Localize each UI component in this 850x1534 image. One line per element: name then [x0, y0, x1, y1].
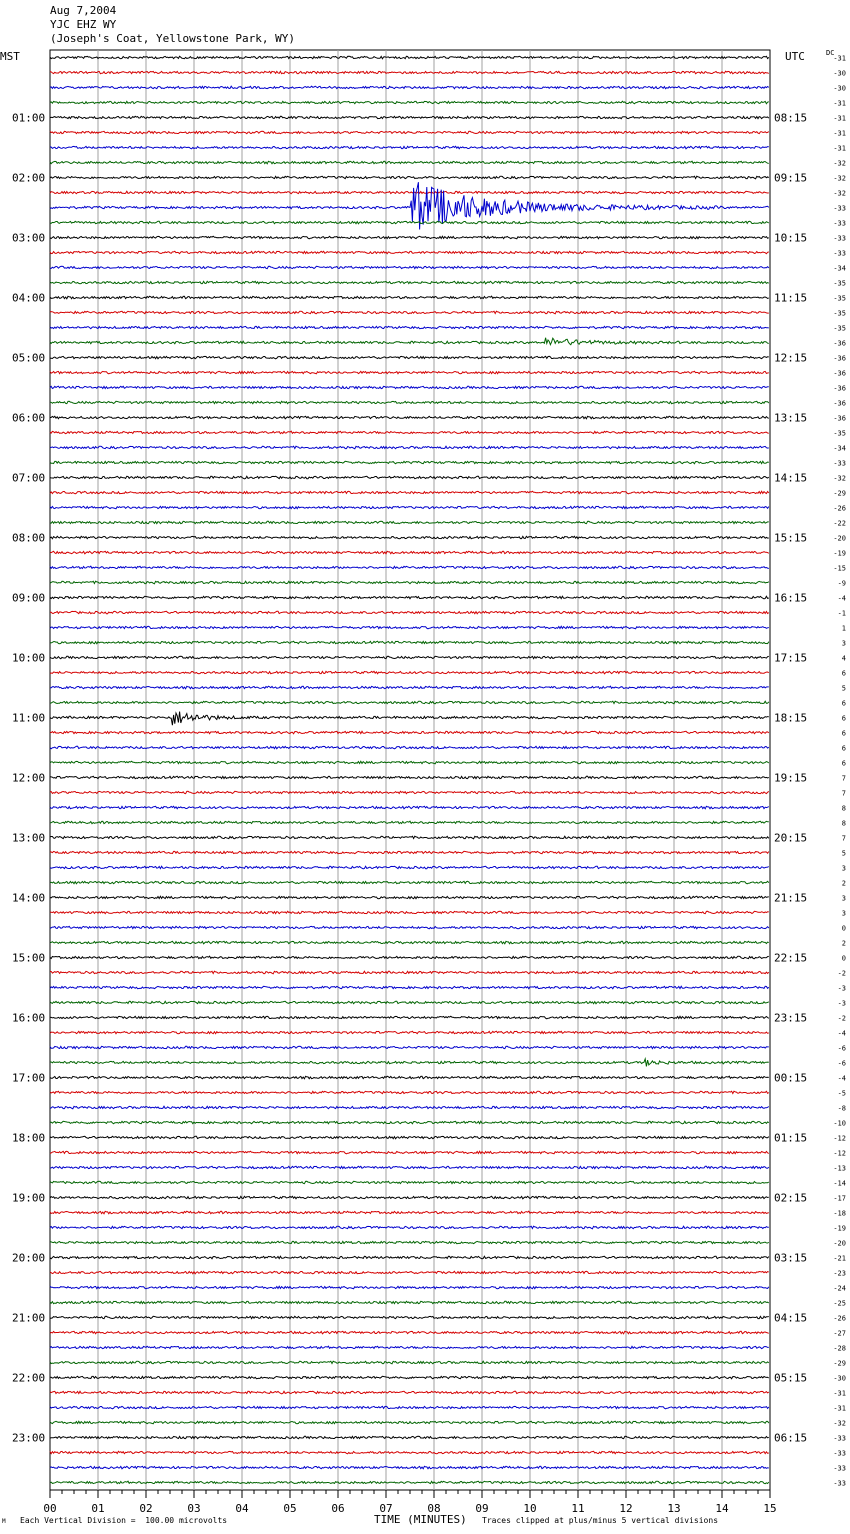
x-tick-label: 15	[763, 1502, 777, 1515]
trace-row-1	[50, 71, 769, 74]
dc-offset-value: -33	[833, 1464, 846, 1473]
trace-row-16	[50, 296, 769, 299]
trace-row-49	[50, 791, 769, 794]
right-hour-label: 14:15	[774, 471, 808, 485]
dc-offset-value: -13	[833, 1164, 846, 1173]
dc-offset-value: -31	[833, 129, 846, 138]
trace-row-29	[50, 491, 769, 494]
x-tick-label: 10	[523, 1502, 537, 1515]
right-hour-label: 01:15	[774, 1131, 808, 1145]
trace-row-36	[50, 596, 769, 599]
x-tick-label: 06	[331, 1502, 345, 1515]
trace-row-41	[50, 671, 769, 674]
dc-offset-value: -8	[837, 1104, 846, 1113]
right-hour-label: 12:15	[774, 351, 808, 365]
left-hour-label: 22:00	[12, 1371, 46, 1385]
x-tick-label: 01	[91, 1502, 105, 1515]
x-tick-label: 12	[619, 1502, 633, 1515]
trace-row-8	[50, 176, 769, 179]
x-tick-label: 05	[283, 1502, 297, 1515]
right-hour-label: 22:15	[774, 951, 808, 965]
trace-row-54	[50, 866, 769, 869]
left-hour-label: 09:00	[12, 591, 46, 605]
dc-offset-value: -32	[833, 1419, 846, 1428]
dc-offset-value: -31	[833, 144, 846, 153]
dc-offset-value: -20	[833, 534, 846, 543]
trace-row-12	[50, 236, 769, 239]
trace-row-95	[50, 1481, 769, 1484]
trace-row-87	[50, 1361, 769, 1364]
dc-offset-value: -31	[833, 1404, 846, 1413]
dc-offset-value: -2	[837, 969, 846, 978]
x-tick-label: 09	[475, 1502, 489, 1515]
trace-row-65	[50, 1031, 769, 1034]
trace-row-44	[50, 712, 769, 726]
dc-offset-value: -33	[833, 459, 846, 468]
trace-row-27	[50, 461, 769, 463]
trace-row-14	[50, 266, 769, 269]
trace-row-59	[50, 941, 769, 944]
dc-offset-value: -3	[837, 984, 846, 993]
trace-row-83	[50, 1301, 769, 1304]
dc-offset-value: -36	[833, 399, 846, 408]
trace-row-82	[50, 1286, 769, 1289]
trace-row-40	[50, 656, 769, 658]
dc-offset-value: -34	[833, 264, 846, 273]
dc-offset-value: -33	[833, 1434, 846, 1443]
clip-note: Traces clipped at plus/minus 5 vertical divisions	[482, 1516, 719, 1525]
dc-offset-value: -1	[837, 609, 846, 618]
left-hour-label: 01:00	[12, 111, 46, 125]
dc-offset-value: -6	[837, 1059, 846, 1068]
dc-offset-value: 7	[841, 789, 846, 798]
trace-row-67	[50, 1059, 769, 1067]
dc-offset-value: -32	[833, 474, 846, 483]
dc-offset-value: -5	[837, 1089, 846, 1098]
trace-row-73	[50, 1151, 769, 1154]
left-hour-label: 16:00	[12, 1011, 46, 1025]
dc-offset-value: 6	[841, 744, 846, 753]
trace-row-60	[50, 956, 769, 959]
dc-offset-value: -33	[833, 1449, 846, 1458]
left-hour-label: 15:00	[12, 951, 46, 965]
trace-row-66	[50, 1046, 769, 1048]
trace-row-33	[50, 551, 769, 554]
x-tick-label: 03	[187, 1502, 201, 1515]
dc-offset-value: -12	[833, 1134, 846, 1143]
scale-note: Each Vertical Division = 100.00 microvolts	[20, 1516, 228, 1525]
left-hour-label: 12:00	[12, 771, 46, 785]
trace-row-35	[50, 581, 769, 584]
dc-offset-value: -31	[833, 99, 846, 108]
right-hour-label: 04:15	[774, 1311, 808, 1325]
trace-row-7	[50, 161, 769, 164]
dc-offset-value: -34	[833, 444, 846, 453]
trace-row-28	[50, 476, 769, 479]
trace-row-15	[50, 281, 769, 284]
dc-offset-header: DC	[826, 49, 835, 57]
dc-offset-value: -30	[833, 1374, 846, 1383]
dc-offset-value: -33	[833, 204, 846, 213]
dc-offset-value: -35	[833, 294, 846, 303]
x-tick-label: 13	[667, 1502, 681, 1515]
trace-row-64	[50, 1016, 769, 1019]
dc-offset-value: -28	[833, 1344, 846, 1353]
dc-offset-value: -3	[837, 999, 846, 1008]
dc-offset-value: -35	[833, 279, 846, 288]
dc-offset-value: -9	[837, 579, 846, 588]
left-hour-label: 04:00	[12, 291, 46, 305]
left-hour-label: 20:00	[12, 1251, 46, 1265]
dc-offset-value: -35	[833, 324, 846, 333]
dc-offset-value: 3	[841, 864, 846, 873]
left-hour-label: 11:00	[12, 711, 46, 725]
trace-row-52	[50, 836, 769, 839]
dc-offset-value: -6	[837, 1044, 846, 1053]
left-hour-label: 17:00	[12, 1071, 46, 1085]
dc-offset-value: -36	[833, 384, 846, 393]
trace-row-63	[50, 1001, 769, 1004]
right-timezone-label: UTC	[785, 50, 805, 63]
dc-offset-value: -30	[833, 84, 846, 93]
trace-row-71	[50, 1121, 769, 1124]
trace-row-68	[50, 1076, 769, 1079]
dc-offset-value: -20	[833, 1239, 846, 1248]
right-hour-label: 09:15	[774, 171, 808, 185]
trace-row-72	[50, 1136, 769, 1139]
left-hour-label: 18:00	[12, 1131, 46, 1145]
dc-offset-value: 6	[841, 759, 846, 768]
trace-row-34	[50, 566, 769, 569]
dc-offset-value: 0	[841, 954, 846, 963]
dc-offset-value: 5	[841, 849, 846, 858]
right-hour-label: 16:15	[774, 591, 808, 605]
dc-offset-value: -35	[833, 309, 846, 318]
header-location: (Joseph's Coat, Yellowstone Park, WY)	[50, 32, 296, 45]
dc-offset-value: 3	[841, 639, 846, 648]
dc-offset-value: -33	[833, 1479, 846, 1488]
dc-offset-value: -26	[833, 504, 846, 513]
dc-offset-value: -24	[833, 1284, 846, 1293]
left-hour-label: 14:00	[12, 891, 46, 905]
trace-row-80	[50, 1256, 769, 1259]
dc-offset-value: 6	[841, 714, 846, 723]
dc-offset-value: 2	[841, 879, 846, 888]
dc-offset-value: -32	[833, 189, 846, 198]
dc-offset-value: -36	[833, 369, 846, 378]
trace-row-38	[50, 626, 769, 629]
corner-mark: M	[2, 1518, 6, 1525]
trace-row-57	[50, 911, 769, 913]
dc-offset-value: -19	[833, 1224, 846, 1233]
dc-offset-value: -17	[833, 1194, 846, 1203]
dc-offset-value: -33	[833, 249, 846, 258]
dc-offset-value: -31	[833, 114, 846, 123]
trace-row-37	[50, 611, 769, 614]
right-hour-label: 23:15	[774, 1011, 808, 1025]
trace-row-39	[50, 641, 769, 644]
trace-row-19	[50, 338, 769, 345]
right-hour-label: 21:15	[774, 891, 808, 905]
dc-offset-value: -15	[833, 564, 846, 573]
left-hour-label: 13:00	[12, 831, 46, 845]
dc-offset-value: -18	[833, 1209, 846, 1218]
trace-row-11	[50, 221, 769, 224]
trace-row-79	[50, 1241, 769, 1243]
trace-row-58	[50, 926, 769, 929]
trace-row-23	[50, 401, 769, 404]
trace-row-42	[50, 686, 769, 689]
dc-offset-value: -19	[833, 549, 846, 558]
trace-row-92	[50, 1436, 769, 1438]
trace-row-18	[50, 326, 769, 328]
trace-row-61	[50, 971, 769, 974]
dc-offset-value: -22	[833, 519, 846, 528]
trace-row-48	[50, 776, 769, 779]
trace-row-45	[50, 731, 769, 734]
trace-row-5	[50, 131, 769, 133]
dc-offset-value: -31	[833, 54, 846, 63]
trace-row-55	[50, 881, 769, 884]
header-station: YJC EHZ WY	[50, 18, 117, 31]
trace-row-3	[50, 101, 769, 104]
dc-offset-value: 2	[841, 939, 846, 948]
right-hour-label: 18:15	[774, 711, 808, 725]
right-hour-label: 19:15	[774, 771, 808, 785]
trace-row-9	[50, 191, 769, 194]
trace-row-53	[50, 851, 769, 853]
dc-offset-value: 4	[841, 654, 846, 663]
trace-row-51	[50, 821, 769, 824]
dc-offset-value: 8	[841, 819, 846, 828]
trace-row-13	[50, 251, 769, 254]
dc-offset-value: -4	[837, 594, 846, 603]
dc-offset-value: 7	[841, 774, 846, 783]
right-hour-label: 00:15	[774, 1071, 808, 1085]
dc-offset-value: 5	[841, 684, 846, 693]
trace-row-93	[50, 1451, 769, 1454]
right-hour-label: 20:15	[774, 831, 808, 845]
right-hour-label: 10:15	[774, 231, 808, 245]
dc-offset-value: -2	[837, 1014, 846, 1023]
x-tick-label: 14	[715, 1502, 729, 1515]
trace-row-62	[50, 986, 769, 988]
right-hour-label: 02:15	[774, 1191, 808, 1205]
trace-row-69	[50, 1091, 769, 1094]
trace-row-20	[50, 356, 769, 359]
x-tick-label: 02	[139, 1502, 153, 1515]
trace-row-26	[50, 446, 769, 449]
trace-row-76	[50, 1196, 769, 1199]
dc-offset-value: -36	[833, 339, 846, 348]
dc-offset-value: 8	[841, 804, 846, 813]
right-hour-label: 03:15	[774, 1251, 808, 1265]
trace-row-94	[50, 1466, 769, 1469]
right-hour-label: 05:15	[774, 1371, 808, 1385]
trace-row-24	[50, 416, 769, 419]
trace-row-70	[50, 1106, 769, 1109]
x-axis-title: TIME (MINUTES)	[374, 1513, 467, 1526]
left-hour-label: 06:00	[12, 411, 46, 425]
trace-row-81	[50, 1271, 769, 1274]
dc-offset-value: -33	[833, 234, 846, 243]
trace-row-47	[50, 761, 769, 764]
trace-row-25	[50, 431, 769, 434]
trace-row-85	[50, 1331, 769, 1334]
right-hour-label: 15:15	[774, 531, 808, 545]
trace-row-91	[50, 1421, 769, 1424]
trace-row-32	[50, 536, 769, 539]
x-tick-label: 00	[43, 1502, 57, 1515]
dc-offset-value: -27	[833, 1329, 846, 1338]
trace-row-88	[50, 1376, 769, 1378]
x-tick-label: 08	[427, 1502, 441, 1515]
left-hour-label: 02:00	[12, 171, 46, 185]
dc-offset-value: 3	[841, 894, 846, 903]
dc-offset-value: -4	[837, 1074, 846, 1083]
dc-offset-value: -26	[833, 1314, 846, 1323]
trace-row-46	[50, 746, 769, 749]
dc-offset-value: 3	[841, 909, 846, 918]
trace-row-2	[50, 86, 769, 89]
trace-row-86	[50, 1346, 769, 1349]
left-hour-label: 05:00	[12, 351, 46, 365]
dc-offset-value: -29	[833, 1359, 846, 1368]
trace-row-77	[50, 1211, 769, 1214]
trace-row-0	[50, 56, 769, 59]
left-hour-label: 19:00	[12, 1191, 46, 1205]
dc-offset-value: -29	[833, 489, 846, 498]
trace-row-56	[50, 896, 769, 899]
right-hour-label: 17:15	[774, 651, 808, 665]
trace-row-22	[50, 386, 769, 389]
header-date: Aug 7,2004	[50, 4, 117, 17]
left-hour-label: 08:00	[12, 531, 46, 545]
trace-row-43	[50, 701, 769, 704]
dc-offset-value: 6	[841, 729, 846, 738]
dc-offset-value: -32	[833, 159, 846, 168]
dc-offset-value: -25	[833, 1299, 846, 1308]
dc-offset-value: -12	[833, 1149, 846, 1158]
left-hour-label: 21:00	[12, 1311, 46, 1325]
dc-offset-value: -14	[833, 1179, 846, 1188]
x-tick-label: 04	[235, 1502, 249, 1515]
trace-row-74	[50, 1166, 769, 1169]
trace-row-21	[50, 371, 769, 374]
dc-offset-value: -31	[833, 1389, 846, 1398]
dc-offset-value: 6	[841, 669, 846, 678]
dc-offset-value: -10	[833, 1119, 846, 1128]
trace-row-89	[50, 1391, 769, 1394]
dc-offset-value: 6	[841, 699, 846, 708]
dc-offset-value: -4	[837, 1029, 846, 1038]
trace-row-75	[50, 1181, 769, 1184]
dc-offset-value: -30	[833, 69, 846, 78]
trace-row-17	[50, 311, 769, 314]
trace-row-50	[50, 806, 769, 809]
trace-row-90	[50, 1406, 769, 1409]
trace-row-31	[50, 521, 769, 523]
dc-offset-value: -33	[833, 219, 846, 228]
dc-offset-value: -36	[833, 354, 846, 363]
trace-row-4	[50, 116, 769, 118]
dc-offset-value: -36	[833, 414, 846, 423]
dc-offset-value: -23	[833, 1269, 846, 1278]
dc-offset-value: 7	[841, 834, 846, 843]
right-hour-label: 06:15	[774, 1431, 808, 1445]
right-hour-label: 08:15	[774, 111, 808, 125]
trace-row-84	[50, 1316, 769, 1319]
right-hour-label: 11:15	[774, 291, 808, 305]
left-hour-label: 03:00	[12, 231, 46, 245]
x-tick-label: 07	[379, 1502, 393, 1515]
trace-row-78	[50, 1226, 769, 1229]
dc-offset-value: 1	[841, 624, 846, 633]
left-timezone-label: MST	[0, 50, 20, 63]
dc-offset-value: -32	[833, 174, 846, 183]
right-hour-label: 13:15	[774, 411, 808, 425]
dc-offset-value: -21	[833, 1254, 846, 1263]
trace-row-6	[50, 146, 769, 149]
left-hour-label: 10:00	[12, 651, 46, 665]
dc-offset-value: -35	[833, 429, 846, 438]
dc-offset-value: 0	[841, 924, 846, 933]
left-hour-label: 07:00	[12, 471, 46, 485]
x-tick-label: 11	[571, 1502, 585, 1515]
left-hour-label: 23:00	[12, 1431, 46, 1445]
trace-row-30	[50, 506, 769, 509]
